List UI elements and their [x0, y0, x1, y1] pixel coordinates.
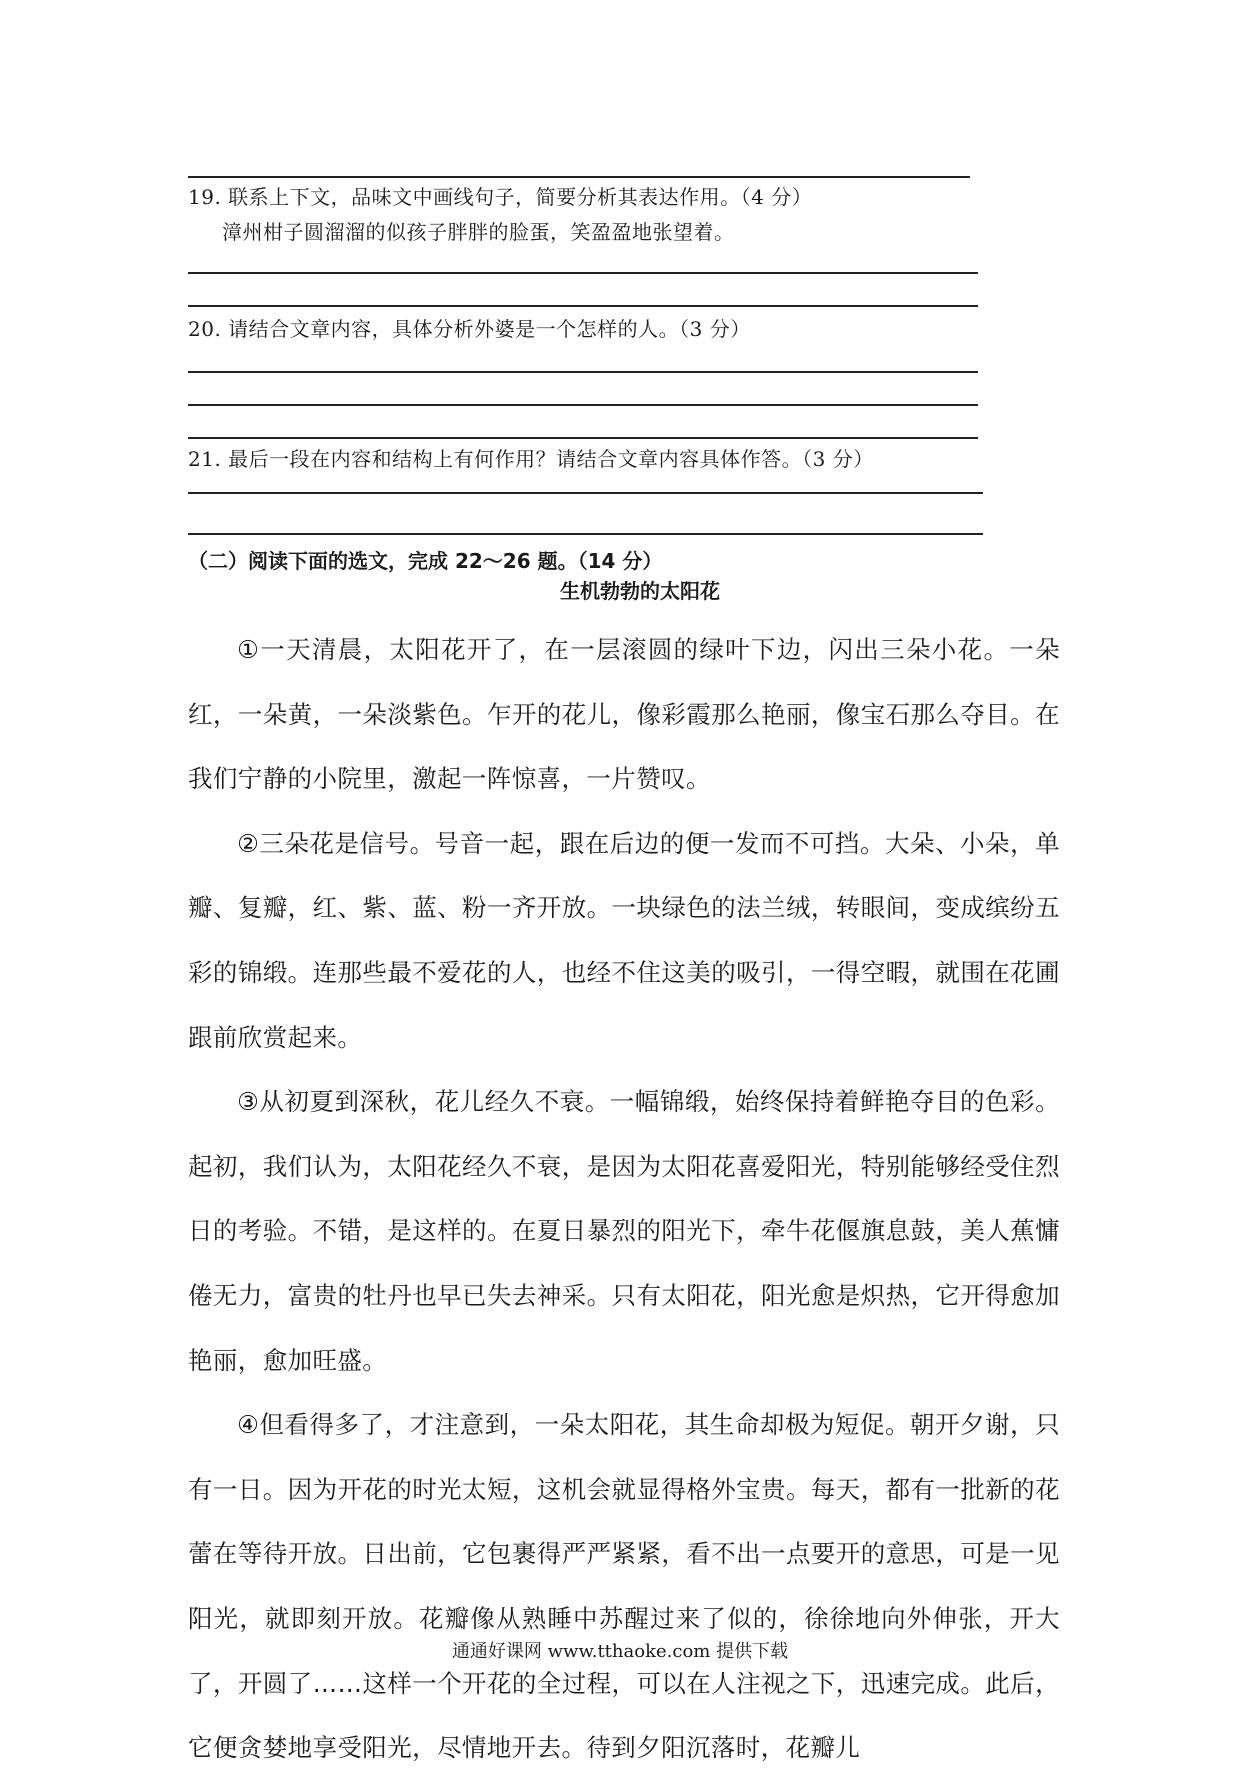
- answer-line: [188, 404, 978, 406]
- paragraph-2: ②三朵花是信号。号音一起，跟在后边的便一发而不可挡。大朵、小朵，单瓣、复瓣，红、紫、蓝、粉一齐开放。一块绿色的法兰绒，转眼间，变成缤纷五彩的锦缎。连那些最不爱花的人，也经不住这美的吸引，一得空暇，就围在花圃跟前欣赏起来。: [188, 828, 1060, 1052]
- passage-title: 生机勃勃的太阳花: [560, 579, 720, 603]
- paragraph-3: ③从初夏到深秋，花儿经久不衰。一幅锦缎，始终保持着鲜艳夺目的色彩。起初，我们认为，太阳花经久不衰，是因为太阳花喜爱阳光，特别能够经受住烈日的考验。不错，是这样的。在夏日暴烈的阳光下，牵牛花偃旗息鼓，美人蕉慵倦无力，富贵的牡丹也早已失去神采。只有太阳花，阳光愈是炽热，它开得愈加艳丽，愈加旺盛。: [188, 1087, 1060, 1375]
- paragraph-1: ①一天清晨，太阳花开了，在一层滚圆的绿叶下边，闪出三朵小花。一朵红，一朵黄，一朵淡紫色。乍开的花儿，像彩霞那么艳丽，像宝石那么夺目。在我们宁静的小院里，激起一阵惊喜，一片赞叹。: [188, 635, 1060, 794]
- answer-line: [188, 437, 978, 439]
- answer-line: [188, 272, 978, 274]
- section-heading: （二）阅读下面的选文，完成 22～26 题。（14 分）: [188, 549, 663, 573]
- question-19-quote: 漳州柑子圆溜溜的似孩子胖胖的脸蛋，笑盈盈地张望着。: [222, 220, 735, 244]
- reading-passage: [188, 618, 1060, 1781]
- answer-line: [188, 492, 983, 494]
- page-footer: 通通好课网 www.tthaoke.com 提供下载: [451, 1641, 789, 1662]
- question-21: 21. 最后一段在内容和结构上有何作用？请结合文章内容具体作答。（3 分）: [188, 447, 874, 471]
- answer-line: [188, 176, 970, 178]
- question-19: 19. 联系上下文，品味文中画线句子，简要分析其表达作用。（4 分）: [188, 185, 813, 209]
- question-20: 20. 请结合文章内容，具体分析外婆是一个怎样的人。（3 分）: [188, 317, 751, 341]
- paragraph-4: ④但看得多了，才注意到，一朵太阳花，其生命却极为短促。朝开夕谢，只有一日。因为开花的时光太短，这机会就显得格外宝贵。每天，都有一批新的花蕾在等待开放。日出前，它包裹得严严紧紧，看不出一点要开的意思，可是一见阳光，就即刻开放。花瓣像从熟睡中苏醒过来了似的，徐徐地向外伸张，开大了，开圆了……这样一个开花的全过程，可以在人注视之下，迅速完成。此后，它便贪婪地享受阳光，尽情地开去。待到夕阳沉落时，花瓣儿: [188, 1410, 1060, 1763]
- answer-line: [188, 305, 978, 307]
- answer-line: [188, 533, 983, 535]
- answer-line: [188, 371, 978, 373]
